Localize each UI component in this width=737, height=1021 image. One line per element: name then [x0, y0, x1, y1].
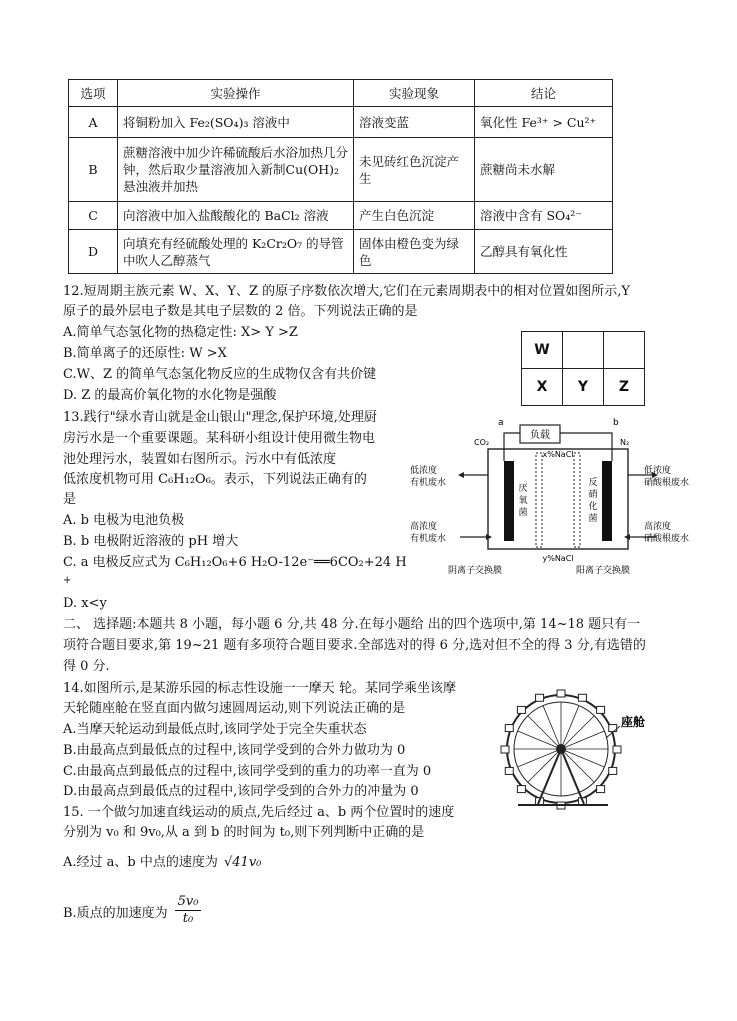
section2-line2: 项符合题目要求,第 19~21 题有多项符合题目要求.全部选对的得 6 分,选对但不全的得 3 分,有选错的 — [63, 638, 646, 653]
q13-stem-line2: 房污水是一个重要课题。某科研小组设计使用微生物电 — [63, 431, 376, 446]
ferris-wheel-figure — [498, 686, 668, 814]
q13-stem-line5: 是 — [63, 492, 77, 507]
q12-stem-line1: 12.短周期主族元素 W、X、Y、Z 的原子序数依次增大,它们在元素周期表中的相对位置如图所示,Y — [63, 284, 631, 299]
wheel-cabin — [517, 786, 525, 793]
q15-option-a-expression: √41v₀ — [224, 855, 262, 870]
grid-cell-empty — [604, 332, 645, 369]
fuel-cell-diagram — [408, 413, 708, 578]
q14-option-b: B.由最高点到最低点的过程中,该同学受到的合外力做功为 0 — [63, 743, 406, 758]
table-row — [69, 138, 613, 202]
q14-option-d: D.由最高点到最低点的过程中,该同学受到的合外力的冲量为 0 — [63, 784, 419, 799]
anaerobic-char-2: 氧 — [518, 496, 528, 506]
row-conclusion: 蔗糖尚未水解 — [475, 138, 613, 202]
q15-fraction-denominator: t₀ — [182, 911, 194, 926]
q15-option-b-text: B.质点的加速度为 — [63, 906, 168, 921]
left-bottom-label-2: 有机废水 — [410, 534, 447, 544]
anaerobic-char-1: 厌 — [518, 484, 528, 494]
left-bottom-arrowhead — [486, 534, 492, 540]
load-label: 负载 — [530, 430, 550, 441]
col-header-option: 选项 — [69, 80, 118, 107]
right-top-label-1: 低浓度 — [644, 466, 672, 476]
q15-option-b-fraction — [175, 894, 201, 927]
right-top-label-2: 硝酸根废水 — [644, 478, 690, 488]
row-operation: 将铜粉加入 Fe₂(SO₄)₃ 溶液中 — [118, 107, 354, 138]
row-option: B — [69, 138, 118, 202]
q13-stem-line1: 13.践行"绿水青山就是金山银山"理念,保护环境,处理厨 — [63, 410, 377, 425]
section2-line3: 得 0 分. — [63, 659, 110, 674]
cation-membrane-label: 阳离子交换膜 — [576, 566, 631, 576]
row-phenomenon: 溶液变蓝 — [354, 107, 475, 138]
wheel-cabin — [597, 786, 605, 793]
table-row — [69, 202, 613, 230]
q15-stem-line2: 分别为 v₀ 和 9v₀,从 a 到 b 的时间为 t₀,则下列判断中正确的是 — [63, 825, 425, 840]
anion-membrane — [536, 453, 542, 547]
wheel-cabin — [505, 767, 513, 774]
row-conclusion: 氧化性 Fe³⁺ > Cu²⁺ — [475, 107, 613, 138]
q14-stem-line2: 天轮随座舱在竖直面内做匀速圆周运动,则下列说法正确的是 — [63, 701, 406, 716]
q12-option-b: B.简单离子的还原性: W >X — [63, 346, 227, 361]
co2-label: CO₂ — [474, 438, 490, 447]
q13-option-c: C. a 电极反应式为 C₆H₁₂O₆+6 H₂O-12e⁻══6CO₂+24 H — [63, 555, 407, 570]
right-bottom-label-2: 硝酸根废水 — [644, 534, 690, 544]
q15-stem-line1: 15. 一个做匀加速直线运动的质点,先后经过 a、b 两个位置时的速度 — [63, 805, 455, 820]
q12-option-c: C.W、Z 的简单气态氢化物反应的生成物仅含有共价键 — [63, 367, 377, 382]
wheel-cabin — [609, 767, 617, 774]
q13-option-d: D. x<y — [63, 596, 107, 611]
q12-stem-line2: 原子的最外层电子数是其电子层数的 2 倍。下列说法正确的是 — [63, 304, 418, 319]
q15-option-b — [63, 904, 168, 923]
wire-left — [504, 433, 520, 461]
wheel-spoke — [561, 716, 594, 749]
grid-cell-empty — [563, 332, 604, 369]
row-conclusion: 溶液中含有 SO₄²⁻ — [475, 202, 613, 230]
denitrify-char-3: 化 — [588, 502, 598, 512]
q13-stem-line4: 低浓度机物可用 C₆H₁₂O₆。表示，下列说法正确有的 — [63, 472, 367, 487]
row-operation: 向填充有经硫酸处理的 K₂Cr₂O₇ 的导管中吹人乙醇蒸气 — [118, 230, 354, 274]
wheel-cabin — [597, 706, 605, 713]
wheel-spoke — [561, 749, 594, 782]
wheel-spoke — [528, 749, 561, 782]
periodic-position-grid — [521, 331, 645, 406]
row-option: C — [69, 202, 118, 230]
row-phenomenon: 未见砖红色沉淀产生 — [354, 138, 475, 202]
anaerobic-char-3: 菌 — [518, 508, 528, 518]
q13-option-a: A. b 电极为电池负极 — [63, 513, 185, 528]
grid-cell-w: W — [522, 332, 563, 369]
electrode-b — [602, 461, 612, 541]
experiment-table — [68, 79, 613, 274]
q15-fraction-numerator: 5v₀ — [175, 894, 201, 911]
q15-option-a-text: A.经过 a、b 中点的速度为 — [63, 855, 218, 870]
denitrify-char-1: 反 — [588, 478, 598, 488]
q12-option-a: A.简单气态氢化物的热稳定性: X> Y >Z — [63, 325, 298, 340]
row-operation: 向溶液中加入盐酸酸化的 BaCl₂ 溶液 — [118, 202, 354, 230]
wheel-cabin — [536, 694, 544, 701]
grid-cell-x: X — [522, 369, 563, 406]
wheel-cabin — [609, 725, 617, 732]
wheel-cabin — [505, 725, 513, 732]
row-option: D — [69, 230, 118, 274]
q13-option-c-superscript: + — [63, 575, 72, 586]
electrode-b-label: b — [613, 418, 619, 428]
wheel-cabin — [613, 746, 621, 753]
row-option: A — [69, 107, 118, 138]
electrode-a — [504, 461, 514, 541]
row-phenomenon: 固体由橙色变为绿色 — [354, 230, 475, 274]
q14-stem-line1: 14.如图所示,是某游乐园的标志性设施一一摩天 轮。某同学乘坐该摩 — [63, 681, 456, 696]
bottom-nacl-label: y%NaCl — [542, 554, 574, 563]
wheel-cabin — [578, 694, 586, 701]
col-header-conclusion: 结论 — [475, 80, 613, 107]
left-top-arrowhead — [458, 472, 464, 478]
col-header-operation: 实验操作 — [118, 80, 354, 107]
q14-option-a: A.当摩天轮运动到最低点时,该同学处于完全失重状态 — [63, 722, 367, 737]
q14-option-c: C.由最高点到最低点的过程中,该同学受到的重力的功率一直为 0 — [63, 764, 432, 779]
left-top-label-2: 有机废水 — [410, 478, 447, 488]
row-operation: 蔗糖溶液中加少许稀硫酸后水浴加热几分钟，然后取少量溶液加入新制Cu(OH)₂悬浊液并加热 — [118, 138, 354, 202]
left-top-label-1: 低浓度 — [410, 466, 438, 476]
wheel-cabin — [557, 690, 565, 697]
denitrify-char-2: 硝 — [588, 490, 598, 500]
table-row — [69, 107, 613, 138]
anion-membrane-label: 阴离子交换膜 — [448, 566, 503, 576]
q15-option-a — [63, 853, 261, 872]
top-nacl-label: x%NaCl — [542, 450, 574, 459]
table-row — [69, 230, 613, 274]
wheel-spoke — [528, 716, 561, 749]
wheel-cabin — [501, 746, 509, 753]
row-phenomenon: 产生白色沉淀 — [354, 202, 475, 230]
electrode-a-label: a — [498, 418, 504, 428]
q12-option-d: D. Z 的最高价氧化物的水化物是强酸 — [63, 388, 277, 403]
right-bottom-label-1: 高浓度 — [644, 522, 672, 532]
col-header-phenomenon: 实验现象 — [354, 80, 475, 107]
q13-option-b: B. b 电极附近溶液的 pH 增大 — [63, 534, 239, 549]
left-bottom-label-1: 高浓度 — [410, 522, 438, 532]
row-conclusion: 乙醇具有氧化性 — [475, 230, 613, 274]
cabin-label: 座舱 — [621, 715, 646, 729]
right-bottom-arrowhead — [624, 534, 630, 540]
grid-cell-z: Z — [604, 369, 645, 406]
cation-membrane — [574, 453, 580, 547]
n2-label: N₂ — [620, 438, 630, 447]
q13-stem-line3: 池处理污水，装置如右图所示。污水中有低浓度 — [63, 452, 337, 467]
table-header-row — [69, 80, 613, 107]
wheel-cabin — [517, 706, 525, 713]
denitrify-char-4: 菌 — [588, 514, 598, 524]
section2-line1: 二、 选择题:本题共 8 小题，每小题 6 分,共 48 分.在每小题给 出的四个选项中,第 14~18 题只有一 — [63, 617, 641, 632]
grid-cell-y: Y — [563, 369, 604, 406]
